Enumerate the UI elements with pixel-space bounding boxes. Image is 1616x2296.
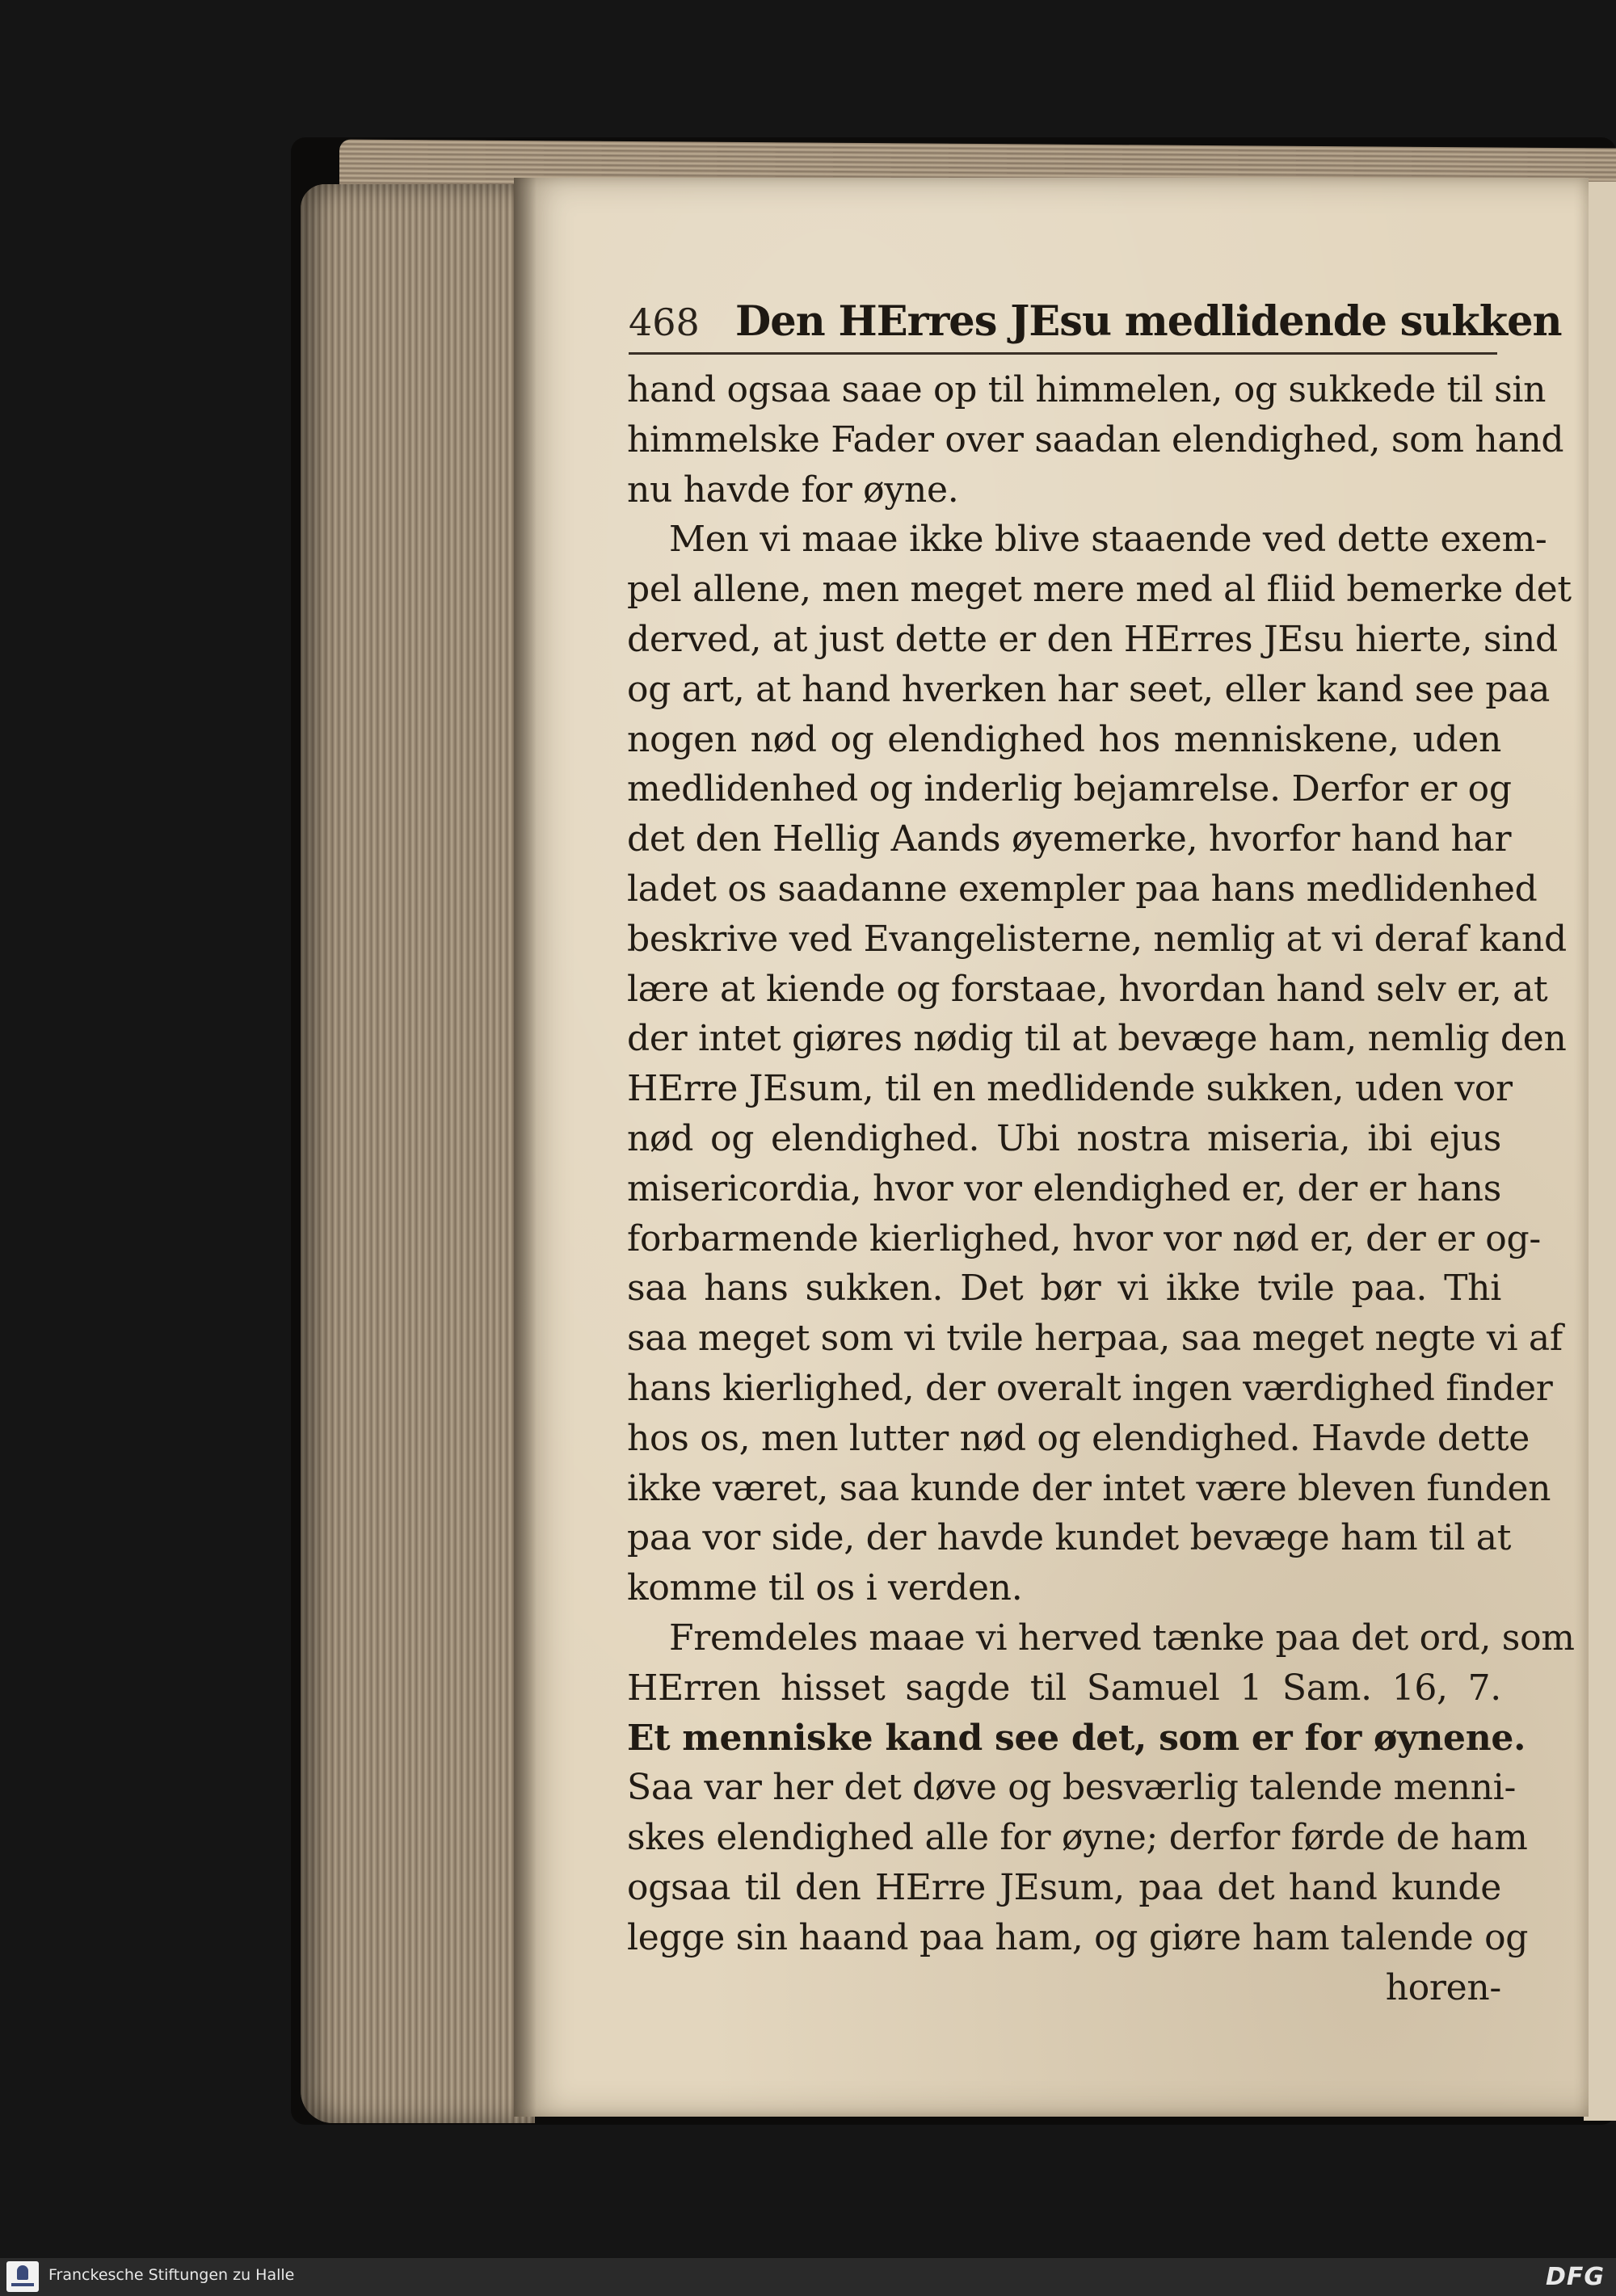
facing-leaf-edge xyxy=(1584,182,1616,2121)
logo-base xyxy=(11,2283,34,2286)
text-line: ladet os saadanne exempler paa hans medlidenhed xyxy=(627,868,1538,910)
text-line: beskrive ved Evangelisterne, nemlig at vi deraf kand xyxy=(627,918,1567,960)
text-line: nogen nød og elendighed hos menniskene, uden xyxy=(627,718,1501,760)
text-line: pel allene, men meget mere med al fliid bemerke det xyxy=(627,569,1572,611)
text-line: skes elendighed alle for øyne; derfor førde de ham xyxy=(627,1817,1528,1859)
text-line: lære at kiende og forstaae, hvordan hand selv er, at xyxy=(627,968,1548,1010)
text-line: hans kierlighed, der overalt ingen værdighed finder xyxy=(627,1367,1553,1409)
logo-mark xyxy=(17,2265,28,2280)
text-line: forbarmende kierlighed, hvor vor nød er, der er og- xyxy=(627,1217,1541,1259)
running-head: Den HErres JEsu medlidende sukken xyxy=(735,297,1562,346)
page-gutter-shadow xyxy=(514,178,537,2117)
text-line: det den Hellig Aands øyemerke, hvorfor hand har xyxy=(627,818,1512,860)
text-line: saa meget som vi tvile herpaa, saa meget negte vi af xyxy=(627,1318,1563,1360)
text-line: hand ogsaa saae op til himmelen, og sukkede til sin xyxy=(627,369,1547,410)
text-line: paa vor side, der havde kundet bevæge ham til at xyxy=(627,1517,1512,1559)
text-line: medlidenhed og inderlig bejamrelse. Derfor er og xyxy=(627,768,1512,810)
header-rule xyxy=(629,352,1497,355)
text-line: HErren hisset sagde til Samuel 1 Sam. 16, 7. xyxy=(627,1667,1501,1709)
text-line: komme til os i verden. xyxy=(627,1567,1023,1609)
text-line: legge sin haand paa ham, og giøre ham talende og xyxy=(627,1916,1529,1958)
catchword: horen- xyxy=(1385,1966,1501,2008)
text-line-emphasis: Et menniske kand see det, som er for øynene. xyxy=(627,1717,1526,1759)
text-line: saa hans sukken. Det bør vi ikke tvile paa. Thi xyxy=(627,1268,1501,1310)
text-line: der intet giøres nødig til at bevæge ham, nemlig den xyxy=(627,1018,1567,1060)
text-line: hos os, men lutter nød og elendighed. Havde dette xyxy=(627,1417,1530,1459)
page-number: 468 xyxy=(629,301,700,344)
dfg-logo: DFG xyxy=(1545,2263,1605,2291)
text-line: og art, at hand hverken har seet, eller kand see paa xyxy=(627,668,1551,710)
text-line: nød og elendighed. Ubi nostra miseria, ibi ejus xyxy=(627,1117,1501,1159)
text-line: misericordia, hvor vor elendighed er, der er hans xyxy=(627,1167,1501,1209)
page-edges-left xyxy=(301,184,535,2123)
text-line: ikke været, saa kunde der intet være bleven funden xyxy=(627,1467,1551,1509)
text-line: HErre JEsum, til en medlidende sukken, uden vor xyxy=(627,1068,1513,1110)
franckesche-stiftungen-logo-icon xyxy=(6,2261,39,2292)
page-header xyxy=(629,297,1562,355)
text-line: Fremdeles maae vi herved tænke paa det ord, som xyxy=(669,1617,1575,1659)
text-line: nu havde for øyne. xyxy=(627,469,959,511)
text-line: himmelske Fader over saadan elendighed, som hand xyxy=(627,418,1564,460)
body-text xyxy=(627,365,1575,2012)
text-line: Men vi maae ikke blive staaende ved dette exem- xyxy=(669,519,1547,561)
institution-label: Franckesche Stiftungen zu Halle xyxy=(48,2266,295,2284)
viewer-footer xyxy=(0,2258,1616,2296)
text-line: derved, at just dette er den HErres JEsu hierte, sind xyxy=(627,618,1558,660)
text-line: ogsaa til den HErre JEsum, paa det hand kunde xyxy=(627,1866,1501,1908)
text-line: Saa var her det døve og besværlig talende menni- xyxy=(627,1767,1517,1809)
